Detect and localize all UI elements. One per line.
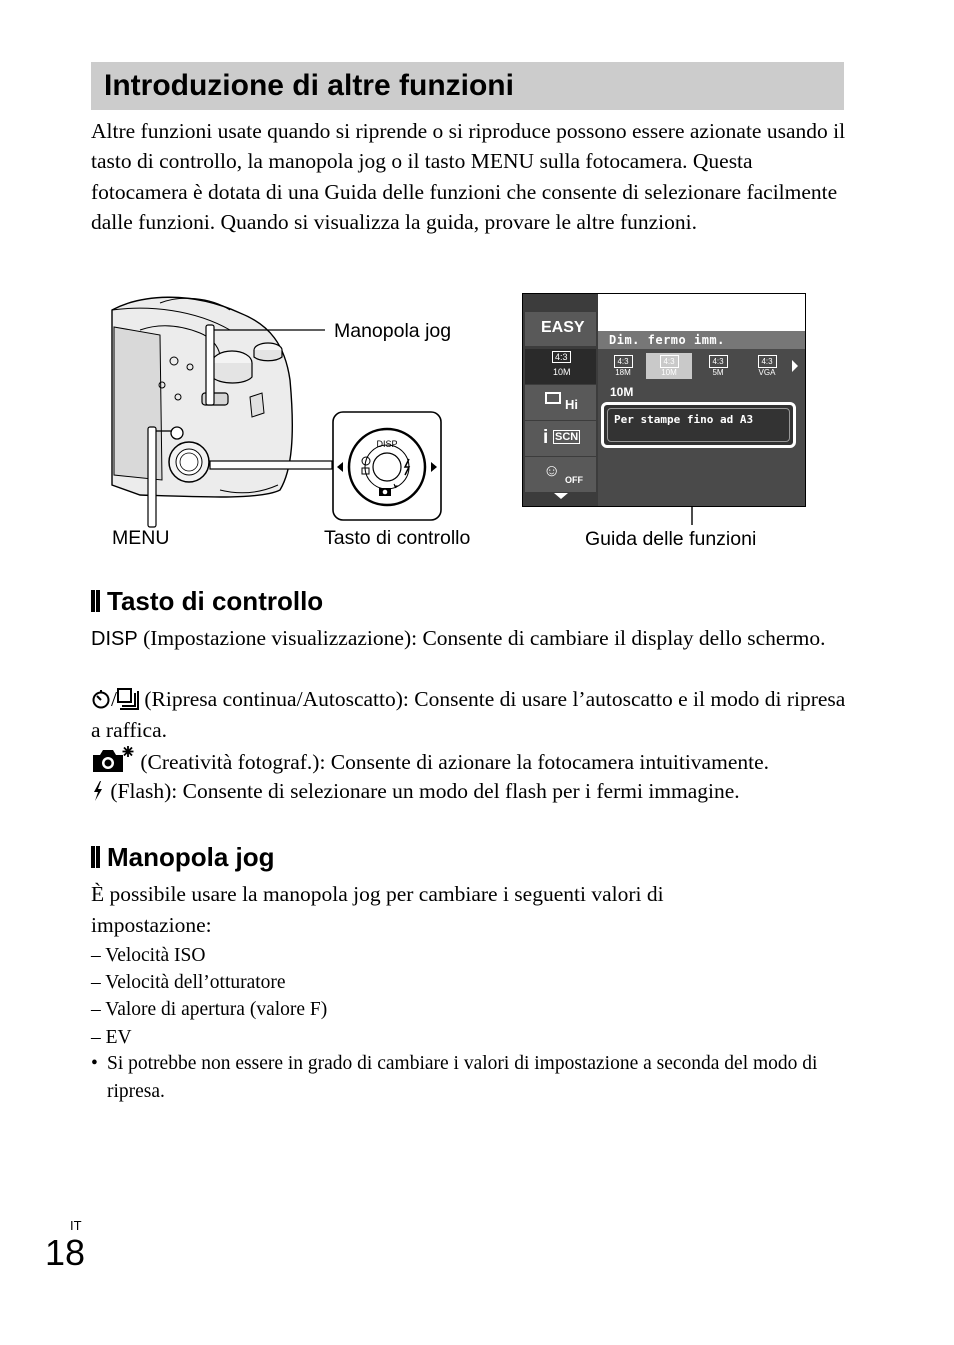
creative-text: (Creatività fotograf.): Consente di azionare la fotocamera intuitivamente. [135, 750, 769, 774]
scene-tile [525, 421, 596, 456]
self-timer-icon [91, 688, 111, 710]
size-option-label: 5M [712, 368, 724, 377]
label-guida-funzioni: Guida delle funzioni [585, 528, 757, 550]
section-title: Manopola jog [107, 842, 275, 872]
section-heading-tasto [91, 585, 323, 617]
lcd-sidebar [523, 294, 598, 506]
label-manopola-jog: Manopola jog [334, 320, 452, 342]
aspect-icon: 4:3 [614, 355, 633, 368]
smile-tile [525, 457, 596, 492]
side-scn-label: SCN [555, 431, 579, 443]
smile-icon: ☺ [543, 461, 561, 480]
burst-shooting-icon [117, 688, 139, 710]
section-title: Tasto di controllo [107, 586, 324, 616]
size-option-10m [646, 353, 692, 379]
intro-paragraph: Altre funzioni usate quando si riprende o si riproduce possono essere azionate usando il tasto di controllo, la manopola jog o il tasto MENU sulla fotocamera. Questa fotocamera è dotata di una Guida delle funzioni che consente di selezionare facilmente dalle funzioni. Quando si visualizza la guida, provare le altre funzioni. [91, 119, 846, 234]
aspect-icon: 4:3 [552, 351, 571, 363]
disp-key-label: DISP [91, 628, 138, 650]
section-heading-manopola [91, 841, 275, 873]
figure [100, 285, 820, 565]
manopola-values-list [91, 942, 851, 1051]
size-options-row [598, 349, 805, 383]
note-bullet: • [91, 1053, 98, 1074]
size-option-label: VGA [758, 368, 776, 377]
scroll-down-icon [554, 493, 568, 499]
drive-description: / (Ripresa continua/Autoscatto): Consente di usare l’autoscatto e il modo di ripresa a raffica. [91, 687, 846, 742]
scroll-right-icon [792, 360, 798, 372]
easy-mode-tile [525, 312, 596, 346]
side-off-label: OFF [565, 475, 583, 485]
image-size-tile [525, 349, 596, 384]
aspect-icon: 4:3 [758, 355, 777, 368]
photo-creativity-icon [91, 745, 135, 773]
aspect-icon: 4:3 [709, 355, 728, 368]
note-text: Si potrebbe non essere in grado di cambiare i valori di impostazione a seconda del modo di ripresa. [107, 1053, 818, 1102]
creative-description [91, 745, 851, 778]
list-item: – Velocità dell’otturatore [91, 972, 286, 994]
dial-disp-label: DISP [376, 439, 398, 449]
function-guide-box [601, 402, 796, 448]
flash-text: (Flash): Consente di selezionare un modo del flash per i fermi immagine. [105, 779, 740, 803]
label-tasto-controllo: Tasto di controllo [324, 527, 471, 549]
aspect-icon: 4:3 [660, 355, 679, 368]
function-guide-text: Per stampe fino ad A3 [607, 408, 790, 442]
iauto-icon: i [543, 427, 549, 448]
easy-label: EASY [541, 319, 585, 336]
lcd-lower-area [598, 383, 805, 506]
burst-tile [525, 385, 596, 420]
size-option-vga [752, 353, 782, 379]
disp-description [91, 623, 851, 655]
section-marker-icon [91, 846, 100, 868]
page-number: 18 [45, 1232, 86, 1273]
side-hi-label: Hi [565, 397, 578, 412]
manopola-intro: È possibile usare la manopola jog per cambiare i seguenti valori di impostazione: [91, 882, 664, 937]
section-marker-icon [91, 590, 100, 612]
label-menu: MENU [112, 527, 170, 549]
burst-icon [545, 392, 561, 404]
list-item: – Velocità ISO [91, 945, 206, 966]
size-option-18m [608, 353, 638, 379]
current-size-label: 10M [610, 385, 634, 399]
size-option-5m [703, 353, 733, 379]
title-bar [91, 62, 844, 110]
flash-icon [91, 780, 105, 802]
side-10m-label: 10M [553, 367, 571, 377]
lcd-menu-title: Dim. fermo imm. [598, 331, 805, 349]
drive-text: (Ripresa continua/Autoscatto): Consente di usare l’autoscatto e il modo di ripresa a raffica. [91, 687, 846, 742]
flash-description [91, 776, 851, 807]
lcd-screen [522, 293, 806, 507]
list-item: – EV [91, 1026, 132, 1048]
page-language: IT [70, 1218, 82, 1233]
size-option-label: 18M [615, 368, 631, 377]
size-option-label: 10M [661, 368, 677, 377]
page-title: Introduzione di altre funzioni [104, 69, 514, 102]
disp-text: (Impostazione visualizzazione): Consente di cambiare il display dello schermo. [137, 626, 826, 650]
manopola-note [91, 1050, 851, 1106]
list-item: – Valore di apertura (valore F) [91, 999, 328, 1021]
